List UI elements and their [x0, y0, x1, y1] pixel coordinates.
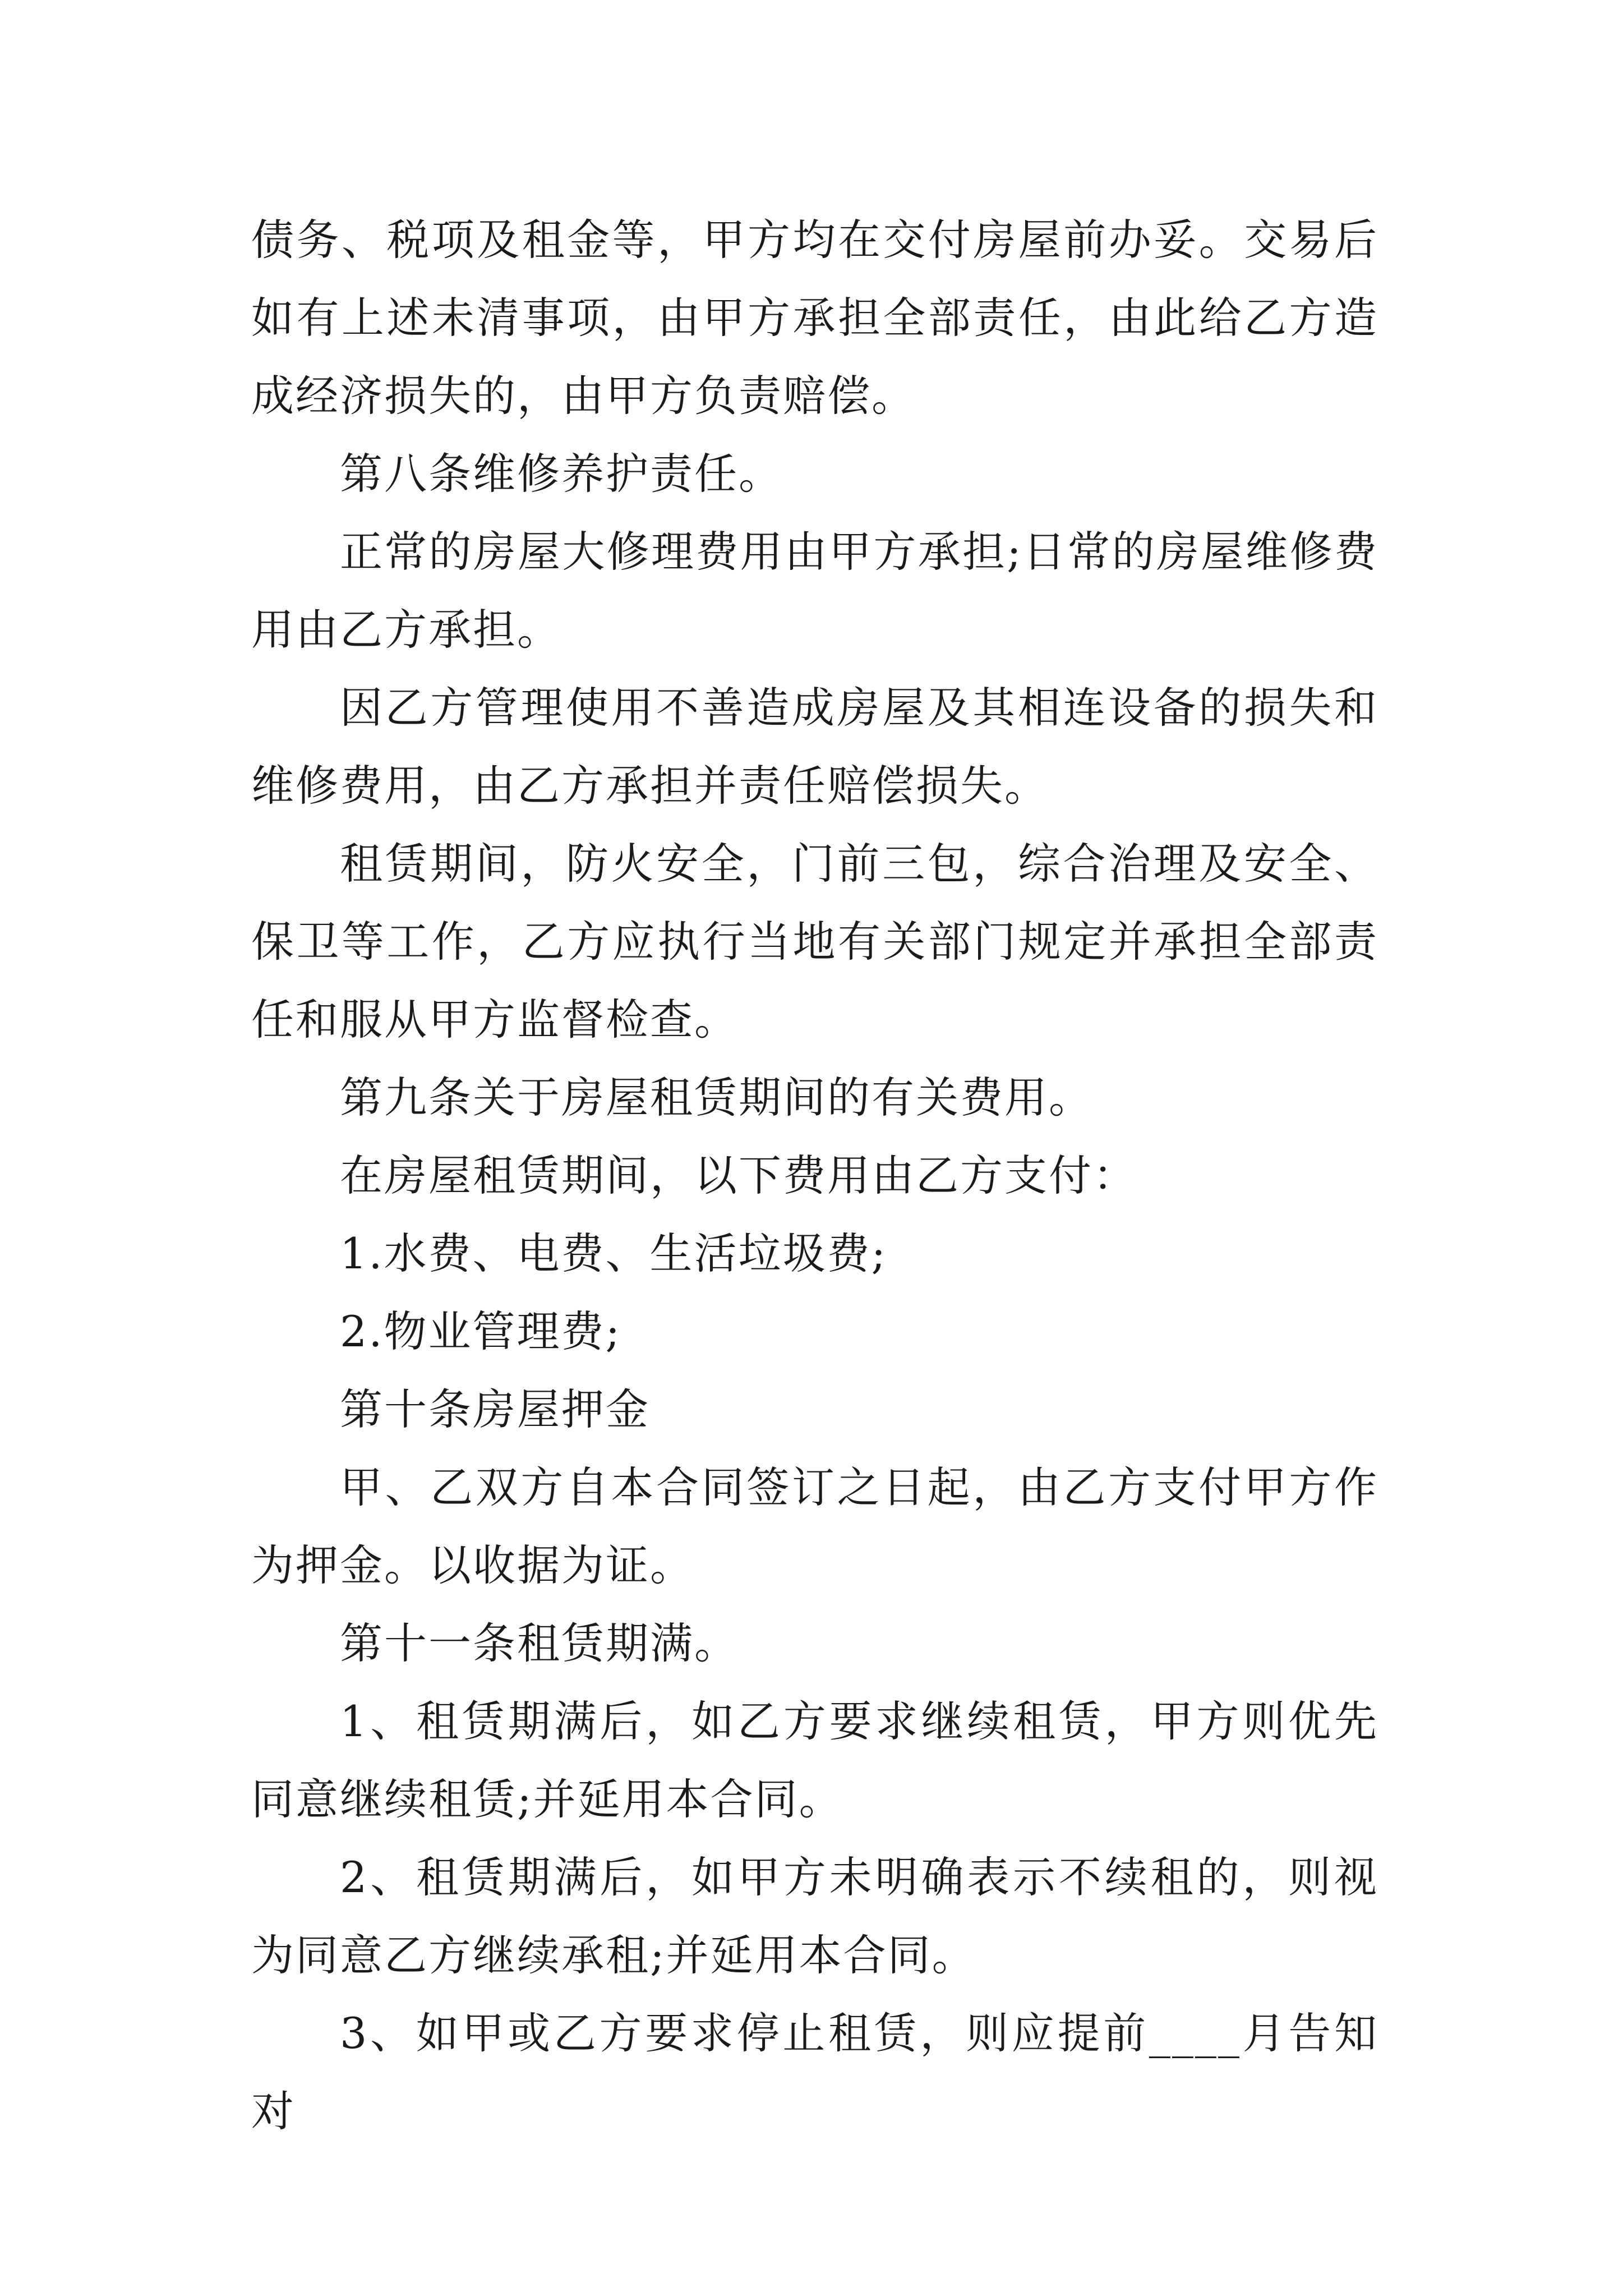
paragraph-repair-costs: 正常的房屋大修理费用由甲方承担;日常的房屋维修费用由乙方承担。 — [251, 527, 1378, 655]
paragraph-damage-liability: 因乙方管理使用不善造成房屋及其相连设备的损失和维修费用，由乙方承担并责任赔偿损失。 — [251, 683, 1378, 811]
list-item-utilities: 1.水费、电费、生活垃圾费; — [340, 1228, 888, 1278]
article-8-heading: 第八条维修养护责任。 — [340, 449, 783, 499]
article-11-heading: 第十一条租赁期满。 — [340, 1618, 739, 1668]
document-body — [251, 201, 1378, 2150]
article-10-heading: 第十条房屋押金 — [340, 1384, 650, 1434]
list-item-renewal-landlord: 2、租赁期满后，如甲方未明确表示不续租的，则视为同意乙方继续承租;并延用本合同。 — [251, 1852, 1378, 1980]
list-item-property-fee: 2.物业管理费; — [340, 1306, 622, 1356]
paragraph-safety-duties: 租赁期间，防火安全，门前三包，综合治理及安全、保卫等工作，乙方应执行当地有关部门规定并承担全部责任和服从甲方监督检查。 — [251, 839, 1378, 1045]
paragraph-fees-intro: 在房屋租赁期间，以下费用由乙方支付： — [340, 1151, 1137, 1200]
list-item-renewal-tenant: 1、租赁期满后，如乙方要求继续租赁，甲方则优先同意继续租赁;并延用本合同。 — [251, 1696, 1378, 1824]
article-9-heading: 第九条关于房屋租赁期间的有关费用。 — [340, 1073, 1093, 1122]
list-item-termination-notice: 3、如甲或乙方要求停止租赁，则应提前____月告知对 — [251, 2008, 1378, 2136]
paragraph-deposit: 甲、乙双方自本合同签订之日起，由乙方支付甲方作为押金。以收据为证。 — [251, 1462, 1378, 1590]
paragraph-debts-taxes: 债务、税项及租金等，甲方均在交付房屋前办妥。交易后如有上述未清事项，由甲方承担全部责任，由此给乙方造成经济损失的，由甲方负责赔偿。 — [251, 215, 1378, 421]
